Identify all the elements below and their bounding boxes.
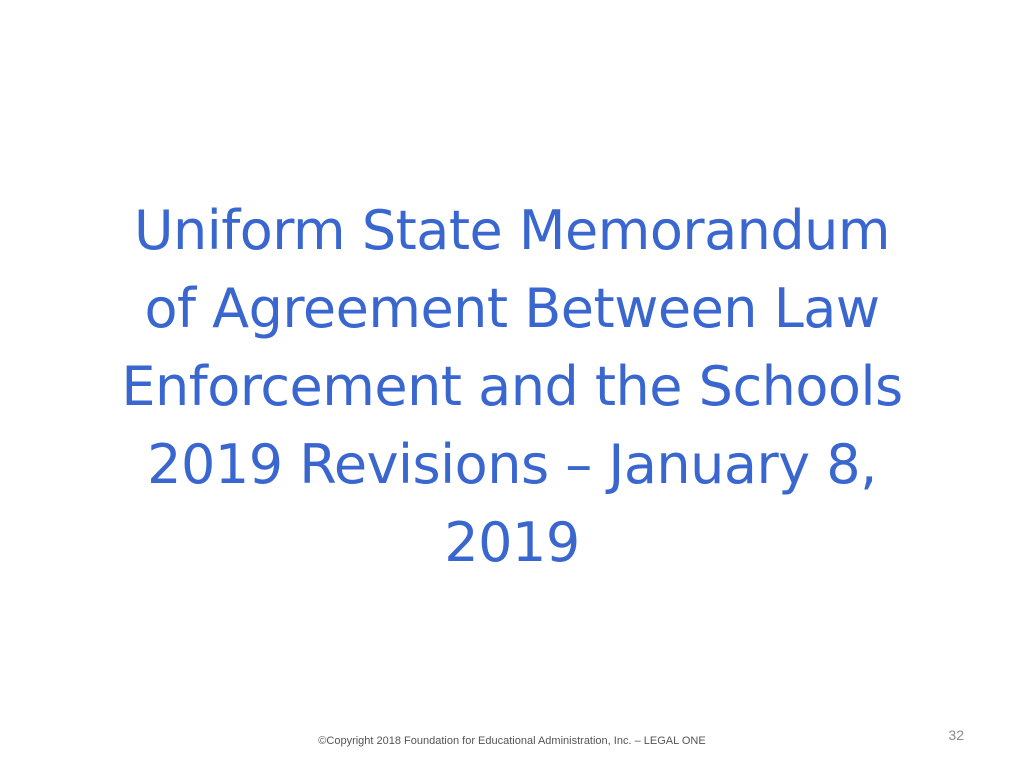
slide-title <box>60 192 964 582</box>
copyright-footer: ©Copyright 2018 Foundation for Educational Administration, Inc. – LEGAL ONE <box>318 735 706 747</box>
slide-title-line-4: 2019 Revisions – January 8, <box>147 433 877 496</box>
slide-title-line-3: Enforcement and the Schools <box>121 355 903 418</box>
page-number: 32 <box>948 727 964 743</box>
slide-title-line-1: Uniform State Memorandum <box>134 199 890 262</box>
slide-title-line-5: 2019 <box>444 511 580 574</box>
slide-title-line-2: of Agreement Between Law <box>144 277 880 340</box>
